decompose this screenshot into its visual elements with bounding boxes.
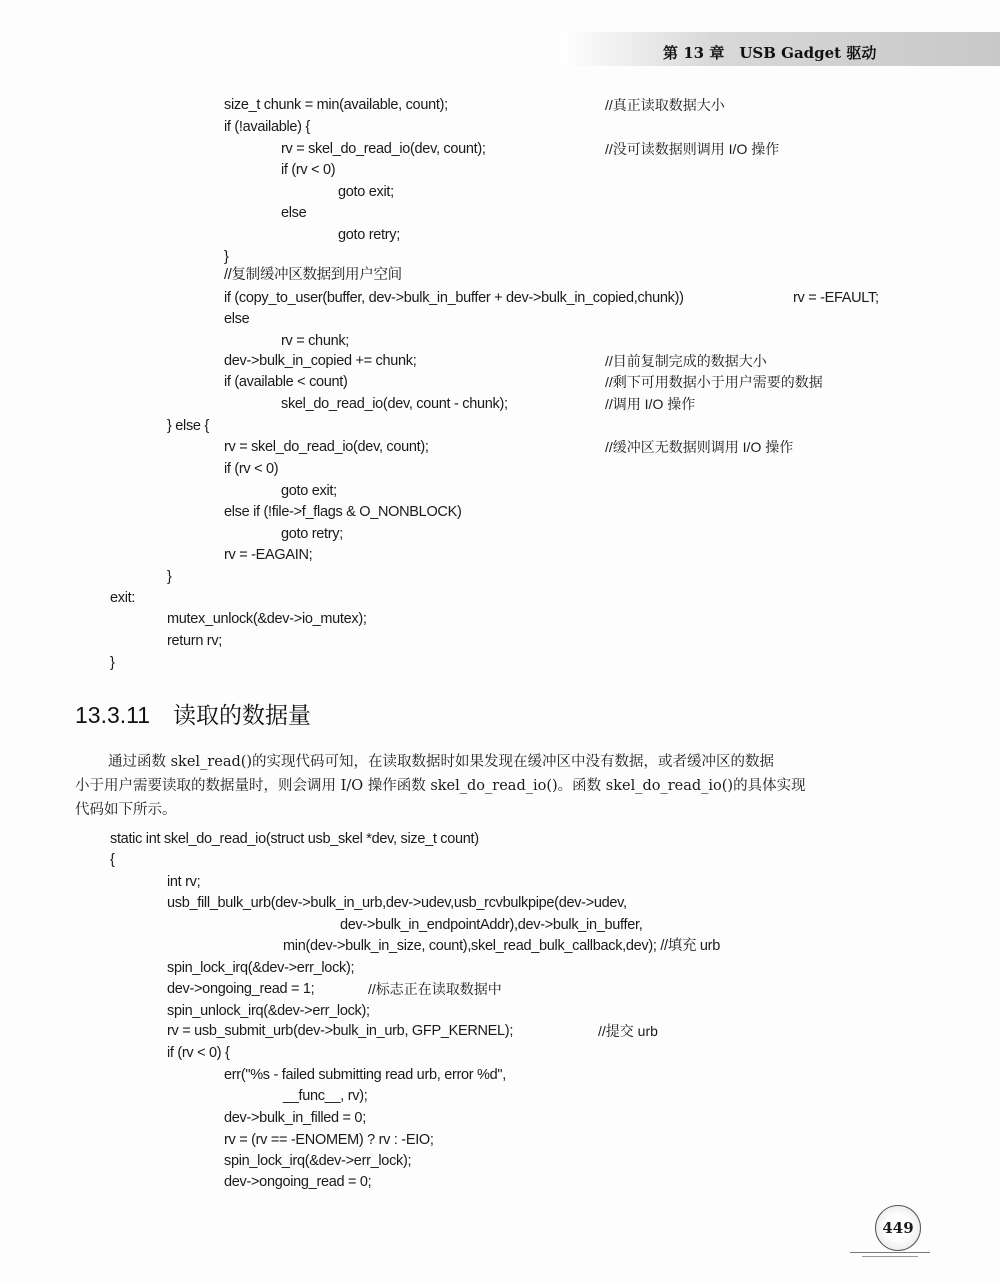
code-comment: //剩下可用数据小于用户需要的数据 [605,374,823,390]
code-line: if (copy_to_user(buffer, dev->bulk_in_buffer + dev->bulk_in_copied,chunk)) [224,290,684,306]
code-line: else [281,205,307,221]
code-line: min(dev->bulk_in_size, count),skel_read_bulk_callback,dev); //填充 urb [283,938,720,954]
code-line: goto exit; [338,184,394,200]
running-header: 第 13 章 USB Gadget 驱动 [663,44,877,62]
code-comment: //调用 I/O 操作 [605,396,696,412]
code-line: dev->ongoing_read = 1; [167,981,315,997]
code-line: rv = -EFAULT; [793,290,879,306]
code-line: usb_fill_bulk_urb(dev->bulk_in_urb,dev->udev,usb_rcvbulkpipe(dev->udev, [167,895,627,911]
paragraph-line: 小于用户需要读取的数据量时，则会调用 I/O 操作函数 skel_do_read_io()。函数 skel_do_read_io()的具体实现 [75,778,806,794]
code-line: goto retry; [281,526,343,542]
code-line: if (rv < 0) { [167,1045,230,1061]
code-comment: //目前复制完成的数据大小 [605,353,767,369]
code-line: if (rv < 0) [281,162,336,178]
code-line: } [167,569,172,585]
code-line: } [110,655,115,671]
code-line: if (available < count) [224,374,348,390]
page-number-rule [850,1252,930,1253]
paragraph-line: 代码如下所示。 [75,802,177,818]
code-line: { [110,852,115,868]
code-line: spin_unlock_irq(&dev->err_lock); [167,1003,370,1019]
code-line: dev->bulk_in_endpointAddr),dev->bulk_in_buffer, [340,917,643,933]
code-line: dev->ongoing_read = 0; [224,1174,372,1190]
code-line: err("%s - failed submitting read urb, error %d", [224,1067,506,1083]
code-line: spin_lock_irq(&dev->err_lock); [167,960,355,976]
code-comment: //缓冲区无数据则调用 I/O 操作 [605,439,794,455]
code-comment: //标志正在读取数据中 [368,981,502,997]
code-line: rv = -EAGAIN; [224,547,313,563]
code-line: dev->bulk_in_filled = 0; [224,1110,366,1126]
code-line: skel_do_read_io(dev, count - chunk); [281,396,508,412]
code-line: rv = skel_do_read_io(dev, count); [281,141,486,157]
code-line: if (rv < 0) [224,461,279,477]
page-number: 449 [875,1205,921,1251]
code-line: size_t chunk = min(available, count); [224,97,448,113]
code-line: return rv; [167,633,223,649]
code-line: spin_lock_irq(&dev->err_lock); [224,1153,412,1169]
code-line: goto retry; [338,227,400,243]
code-line: else [224,311,250,327]
code-line: dev->bulk_in_copied += chunk; [224,353,417,369]
code-line: } else { [167,418,209,434]
code-line: int rv; [167,874,201,890]
code-line: rv = chunk; [281,333,350,349]
code-line: else if (!file->f_flags & O_NONBLOCK) [224,504,462,520]
page-number-rule [862,1256,918,1257]
paragraph-line: 通过函数 skel_read()的实现代码可知，在读取数据时如果发现在缓冲区中没有数据，或者缓冲区的数据 [108,754,775,770]
code-line: //复制缓冲区数据到用户空间 [224,267,402,283]
code-comment: //提交 urb [598,1023,658,1039]
code-line: __func__, rv); [283,1088,368,1104]
code-comment: //没可读数据则调用 I/O 操作 [605,141,780,157]
code-line: mutex_unlock(&dev->io_mutex); [167,611,367,627]
code-line: rv = usb_submit_urb(dev->bulk_in_urb, GFP_KERNEL); [167,1023,514,1039]
code-line: goto exit; [281,483,337,499]
code-comment: //真正读取数据大小 [605,97,725,113]
code-line: static int skel_do_read_io(struct usb_skel *dev, size_t count) [110,831,479,847]
code-line: } [224,249,229,265]
code-line: rv = skel_do_read_io(dev, count); [224,439,429,455]
code-line: rv = (rv == -ENOMEM) ? rv : -EIO; [224,1132,434,1148]
code-line: if (!available) { [224,119,310,135]
code-label: exit: [110,590,136,606]
section-heading: 13.3.11 读取的数据量 [75,702,312,728]
